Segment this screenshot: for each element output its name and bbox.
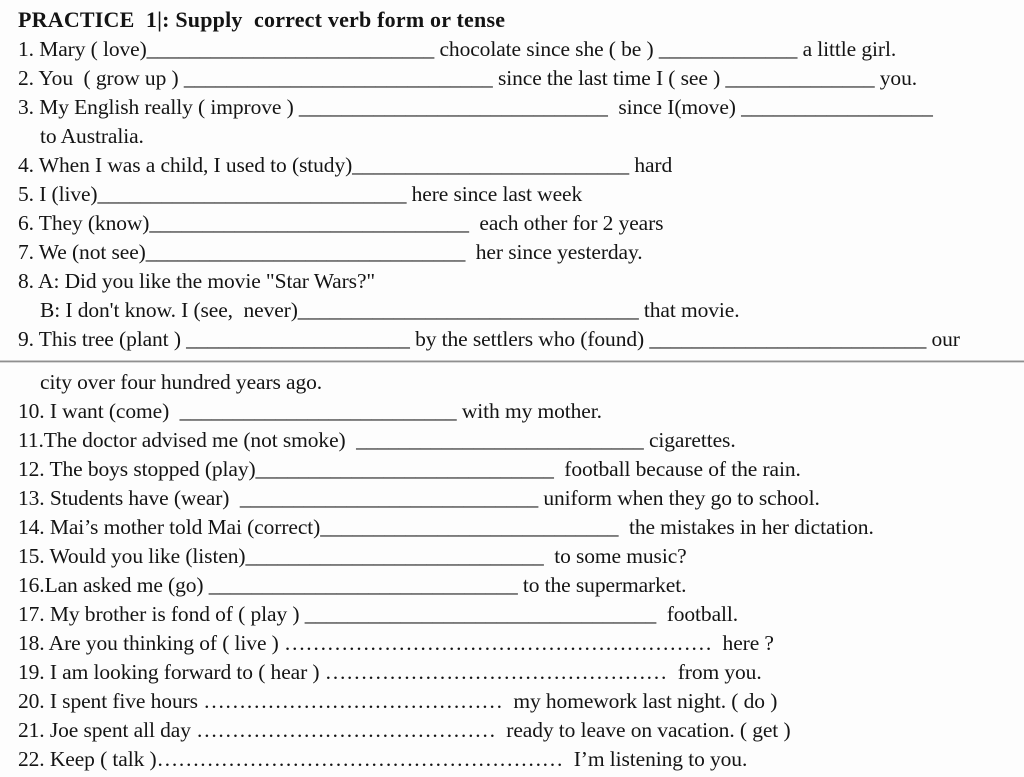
- exercise-line-20: 20. I spent five hours …………………………………… my homework last night. ( do ): [18, 689, 778, 713]
- exercise-line-22: 22. Keep ( talk )………………………………………………… I’m listening to you.: [18, 747, 748, 771]
- exercise-line-17: 17. My brother is fond of ( play ) _________________________________ football.: [18, 602, 739, 626]
- exercise-line-4: 4. When I was a child, I used to (study)__________________________ hard: [18, 153, 673, 177]
- exercise-line-8b: B: I don't know. I (see, never)________________________________ that movie.: [40, 298, 740, 322]
- section-divider: [0, 360, 1024, 363]
- exercise-line-3-continuation: to Australia.: [40, 124, 144, 148]
- exercise-line-7: 7. We (not see)______________________________ her since yesterday.: [18, 240, 643, 264]
- exercise-line-16: 16.Lan asked me (go) _____________________________ to the supermarket.: [18, 573, 687, 597]
- page-title: PRACTICE 1|: Supply correct verb form or tense: [18, 7, 506, 32]
- exercise-line-21: 21. Joe spent all day …………………………………… ready to leave on vacation. ( get ): [18, 718, 791, 742]
- exercise-line-18: 18. Are you thinking of ( live ) …………………………………………………… here ?: [18, 631, 774, 655]
- exercise-line-9: 9. This tree (plant ) _____________________ by the settlers who (found) __________________________ our: [18, 327, 960, 351]
- exercise-line-1: 1. Mary ( love)___________________________ chocolate since she ( be ) _____________ a little girl.: [18, 37, 897, 61]
- exercise-line-9-continuation: city over four hundred years ago.: [40, 370, 323, 394]
- exercise-line-5: 5. I (live)_____________________________ here since last week: [18, 182, 583, 206]
- exercise-line-12: 12. The boys stopped (play)____________________________ football because of the rain.: [18, 457, 801, 481]
- exercise-line-6: 6. They (know)______________________________ each other for 2 years: [18, 211, 664, 235]
- exercise-line-2: 2. You ( grow up ) _____________________________ since the last time I ( see ) ______________ you.: [18, 66, 918, 90]
- exercise-line-15: 15. Would you like (listen)____________________________ to some music?: [18, 544, 687, 568]
- exercise-line-10: 10. I want (come) __________________________ with my mother.: [18, 399, 602, 423]
- exercise-line-13: 13. Students have (wear) ____________________________ uniform when they go to school.: [18, 486, 820, 510]
- exercise-line-11: 11.The doctor advised me (not smoke) ___________________________ cigarettes.: [18, 428, 736, 452]
- exercise-line-14: 14. Mai’s mother told Mai (correct)____________________________ the mistakes in her dictation.: [18, 515, 874, 539]
- exercise-line-19: 19. I am looking forward to ( hear ) ………………………………………… from you.: [18, 660, 762, 684]
- exercise-line-3: 3. My English really ( improve ) _____________________________ since I(move) __________________: [18, 95, 933, 119]
- exercise-line-8a: 8. A: Did you like the movie "Star Wars?": [18, 269, 376, 293]
